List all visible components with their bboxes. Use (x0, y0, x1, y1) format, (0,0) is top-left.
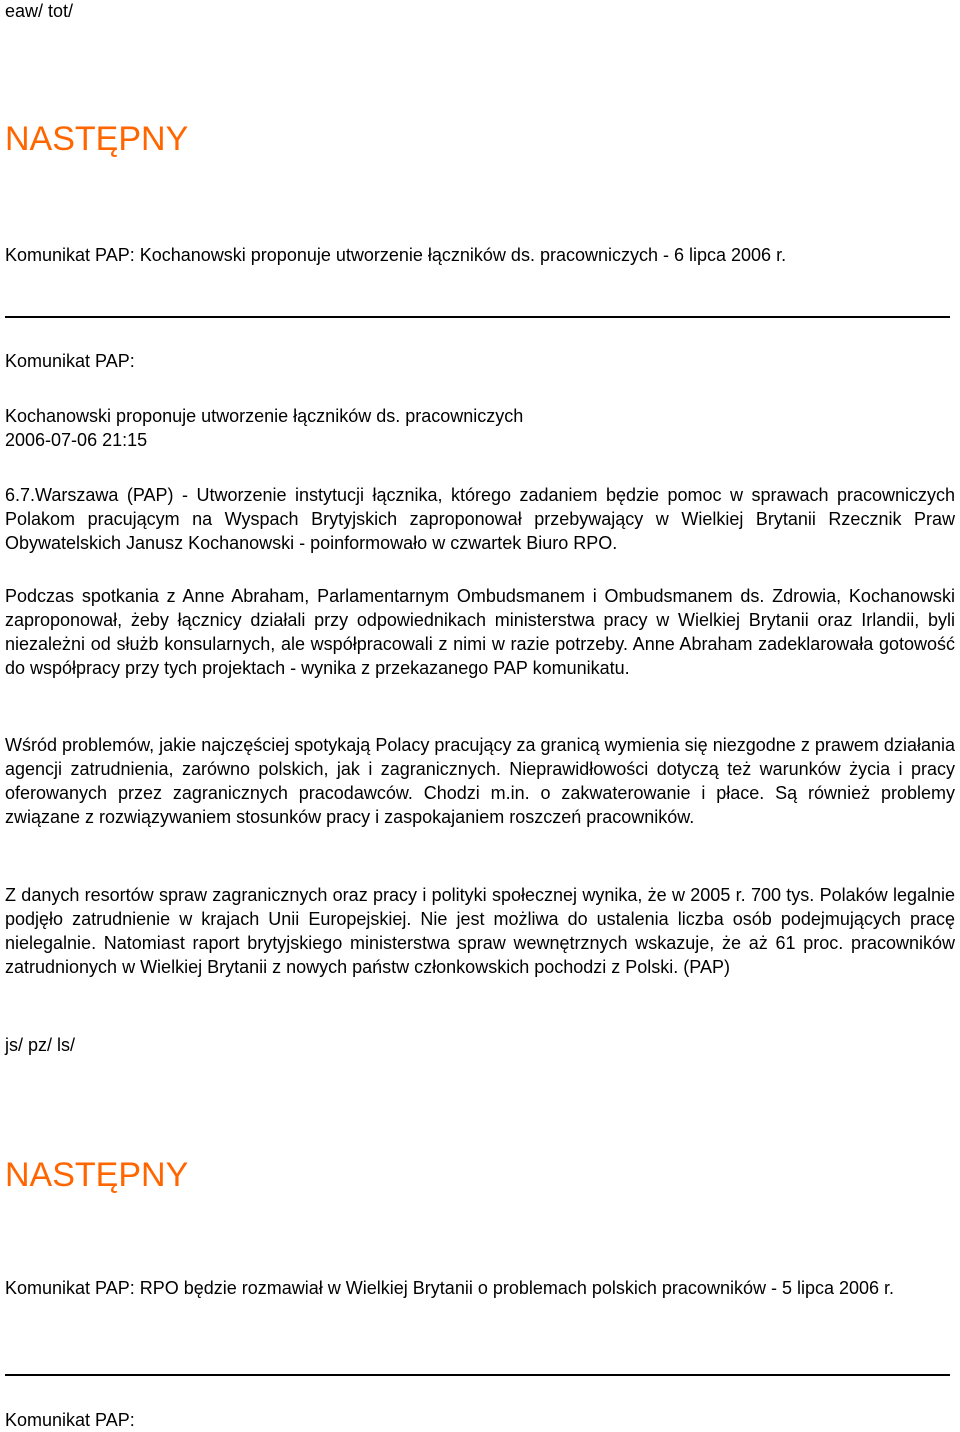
horizontal-rule-1 (5, 316, 950, 318)
article-1-signature: js/ pz/ ls/ (5, 1035, 76, 1055)
article-1-paragraph-3: Wśród problemów, jakie najczęściej spotykają Polacy pracujący za granicą wymienia się niezgodne z prawem działania agencji zatrudnienia, zarówno polskich, jak i zagranicznych. Nieprawidłowości dotyczą też warunków życia i pracy oferowanych przez zagranicznych pracodawców. Chodzi m.in. o zakwaterowanie i płace. Są również problemy związane z rozwiązywaniem stosunków pracy i zaspokajaniem roszczeń pracowników. (5, 735, 955, 827)
next-heading-2[interactable]: NASTĘPNY (5, 1156, 189, 1194)
article-1-datetime: 2006-07-06 21:15 (5, 430, 148, 450)
article-1-paragraph-2: Podczas spotkania z Anne Abraham, Parlamentarnym Ombudsmanem i Ombudsmanem ds. Zdrowia, Kochanowski zaproponował, żeby łącznicy działali przy odpowiednikach ministerstwa pracy w Wielkiej Brytanii oraz Irlandii, byli niezależni od służb konsularnych, ale współpracowali z nimi w razie potrzeby. Anne Abraham zadeklarowała gotowość do współpracy przy tych projektach - wynika z przekazanego PAP komunikatu. (5, 586, 955, 678)
article-1-label: Komunikat PAP: (5, 351, 135, 371)
article-2-label: Komunikat PAP: (5, 1410, 135, 1430)
next-heading-1[interactable]: NASTĘPNY (5, 120, 189, 158)
top-fragment-text: eaw/ tot/ (5, 1, 74, 21)
article-1-paragraph-1: 6.7.Warszawa (PAP) - Utworzenie instytucji łącznika, którego zadaniem będzie pomoc w sprawach pracowniczych Polakom pracującym na Wyspach Brytyjskich zaproponował przebywający w Wielkiej Brytanii Rzecznik Praw Obywatelskich Janusz Kochanowski - poinformowało w czwartek Biuro RPO. (5, 485, 955, 553)
article-2-link-title[interactable]: Komunikat PAP: RPO będzie rozmawiał w Wielkiej Brytanii o problemach polskich pracowników - 5 lipca 2006 r. (5, 1278, 895, 1298)
horizontal-rule-2 (5, 1374, 950, 1376)
article-1-paragraph-4: Z danych resortów spraw zagranicznych oraz pracy i polityki społecznej wynika, że w 2005 r. 700 tys. Polaków legalnie podjęło zatrudnienie w krajach Unii Europejskiej. Nie jest możliwa do ustalenia liczba osób podejmujących pracę nielegalnie. Natomiast raport brytyjskiego ministerstwa spraw wewnętrznych wskazuje, że aż 61 proc. pracowników zatrudnionych w Wielkiej Brytanii z nowych państw członkowskich pochodzi z Polski. (PAP) (5, 885, 955, 977)
article-1-title: Kochanowski proponuje utworzenie łączników ds. pracowniczych (5, 406, 524, 426)
article-1-link-title[interactable]: Komunikat PAP: Kochanowski proponuje utworzenie łączników ds. pracowniczych - 6 lipca 2006 r. (5, 245, 787, 265)
